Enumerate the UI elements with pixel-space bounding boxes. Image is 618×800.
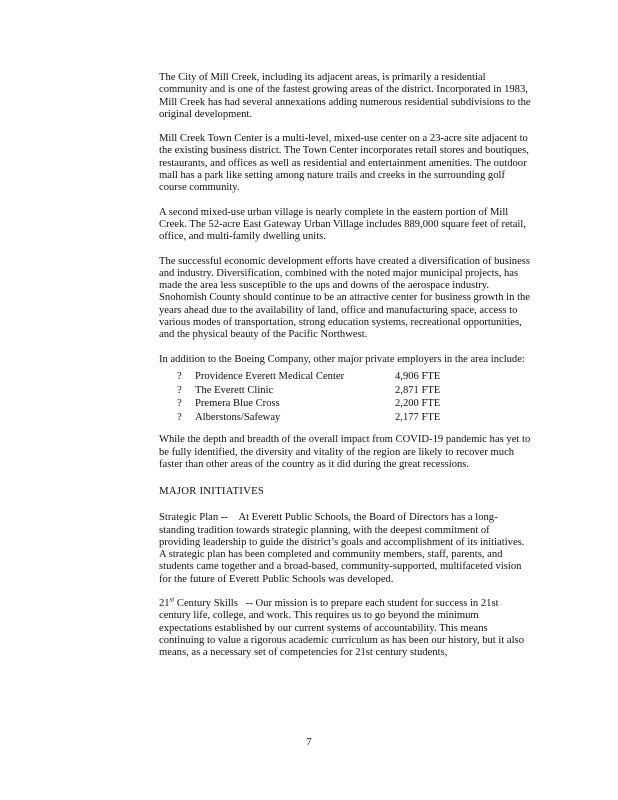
employer-fte: 4,906 FTE xyxy=(395,370,441,382)
list-item xyxy=(159,411,531,425)
employer-name: The Everett Clinic xyxy=(195,384,274,396)
employer-fte: 2,200 FTE xyxy=(395,398,441,410)
bullet-marker: ? xyxy=(177,398,182,410)
page-number: 7 xyxy=(306,737,312,748)
strategic-plan-body: At Everett Public Schools, the Board of Directors has a long-standing tradition towards strategic planning, with the deepest commitment of providing leadership to guide the district’s goals and accomplishment of its initiatives. A strategic plan has been completed and community members, staff, parents, and students came together and a broad-based, community-supported, multifaceted vision for the future of Everett Public Schools was developed. xyxy=(159,512,525,585)
paragraph-mill-creek-intro: The City of Mill Creek, including its adjacent areas, is primarily a residential community and is one of the fastest growing areas of the district. Incorporated in 1983, Mill Creek has had several annexations adding numerous residential subdivisions to the original development. xyxy=(159,72,531,120)
skills-lead xyxy=(159,595,238,609)
employer-name: Alberstons/Safeway xyxy=(195,411,281,423)
paragraph-21st-century-skills xyxy=(159,595,531,659)
document-body xyxy=(159,72,531,659)
list-item xyxy=(159,397,531,411)
skills-body: -- Our mission is to prepare each student for success in 21st century life, college, and work. This requires us to go beyond the minimum expectations established by our current systems of accountability. This means continuing to value a rigorous academic curriculum as has been our history, but it also means, as a necessary set of competencies for 21st century students, xyxy=(159,597,524,659)
section-heading: MAJOR INITIATIVES xyxy=(159,485,265,498)
bullet-marker: ? xyxy=(177,384,182,396)
paragraph-covid-impact: While the depth and breadth of the overall impact from COVID-19 pandemic has yet to be fully identified, the diversity and vitality of the region are likely to recover much faster than other areas of the country as it did during the great recessions. xyxy=(159,434,531,470)
employer-name: Providence Everett Medical Center xyxy=(195,370,345,382)
paragraph-economic-development: The successful economic development efforts have created a diversification of business and industry. Diversification, combined with the noted major municipal projects, has made the area less susceptible to the ups and downs of the aerospace industry. Snohomish County should continue to be an attractive center for business growth in the years ahead due to the availability of land, office and manufacturing space, access to various modes of transportation, strong education systems, recreational opportunities, and the physical beauty of the Pacific Northwest. xyxy=(159,255,531,341)
skills-lead-text: Century Skills xyxy=(174,597,238,609)
employer-fte: 2,177 FTE xyxy=(395,411,441,423)
paragraph-strategic-plan xyxy=(159,512,531,586)
employer-list xyxy=(159,370,531,424)
strategic-plan-lead: Strategic Plan -- xyxy=(159,512,228,524)
paragraph-employers-intro: In addition to the Boeing Company, other major private employers in the area include: xyxy=(159,353,525,365)
skills-lead-superscript: st xyxy=(169,595,175,604)
paragraph-east-gateway: A second mixed-use urban village is nearly complete in the eastern portion of Mill Creek. The 52-acre East Gateway Urban Village includes 889,000 square feet of retail, office, and multi-family dwelling units. xyxy=(159,206,526,243)
bullet-marker: ? xyxy=(177,411,182,423)
list-item xyxy=(159,384,531,398)
bullet-marker: ? xyxy=(177,370,182,382)
list-item xyxy=(159,370,531,384)
employer-fte: 2,871 FTE xyxy=(395,384,441,396)
paragraph-town-center: Mill Creek Town Center is a multi-level, mixed-use center on a 23-acre site adjacent to the existing business district. The Town Center incorporates retail stores and boutiques, restaurants, and offices as well as residential and entertainment amenities. The outdoor mall has a park like setting among nature trails and creeks in the surrounding golf course community. xyxy=(159,133,529,194)
employer-name: Premera Blue Cross xyxy=(195,398,280,410)
skills-lead-number: 21 xyxy=(159,597,170,609)
